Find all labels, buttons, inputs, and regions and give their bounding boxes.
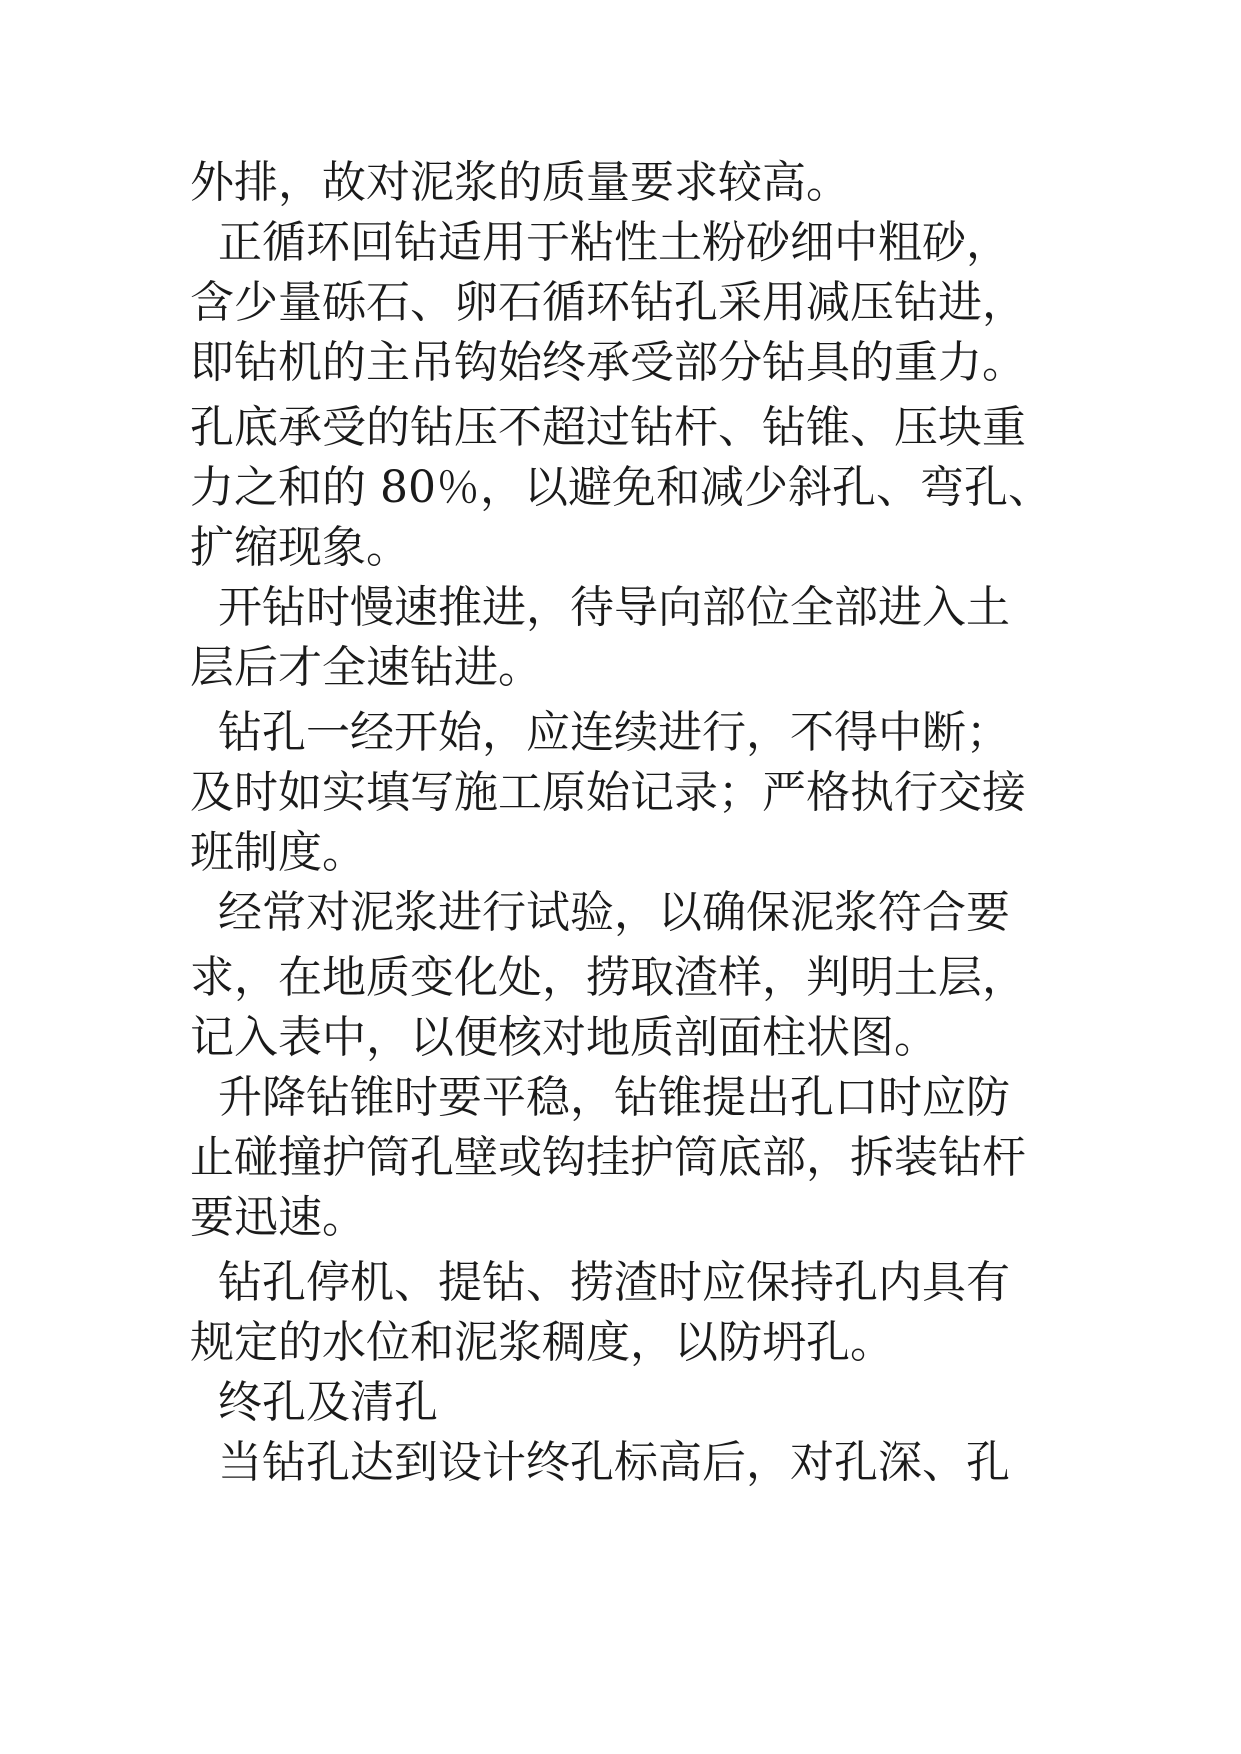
text-line: 层后才全速钻进。 <box>190 642 542 693</box>
text-line: 终孔及清孔 <box>190 1377 438 1428</box>
text-line: 升降钻锥时要平稳，钻锥提出孔口时应防 <box>190 1072 1010 1123</box>
text-line: 要迅速。 <box>190 1192 366 1243</box>
text-line: 班制度。 <box>190 827 366 878</box>
text-line: 含少量砾石、卵石循环钻孔采用减压钻进， <box>190 277 1026 328</box>
text-line: 开钻时慢速推进，待导向部位全部进入土 <box>190 582 1010 633</box>
text-line: 即钻机的主吊钩始终承受部分钻具的重力。 <box>190 337 1026 388</box>
text-line: 力之和的 80％，以避免和减少斜孔、弯孔、 <box>190 462 1052 513</box>
text-line: 经常对泥浆进行试验，以确保泥浆符合要 <box>190 887 1010 938</box>
text-line: 及时如实填写施工原始记录；严格执行交接 <box>190 767 1026 818</box>
text-line: 规定的水位和泥浆稠度，以防坍孔。 <box>190 1317 894 1368</box>
text-line: 止碰撞护筒孔壁或钩挂护筒底部，拆装钻杆 <box>190 1132 1026 1183</box>
text-line: 扩缩现象。 <box>190 522 410 573</box>
text-line: 正循环回钻适用于粘性土粉砂细中粗砂， <box>190 217 1010 268</box>
text-line: 当钻孔达到设计终孔标高后，对孔深、孔 <box>190 1437 1010 1488</box>
text-line: 钻孔一经开始，应连续进行，不得中断； <box>190 707 1010 758</box>
text-line: 记入表中，以便核对地质剖面柱状图。 <box>190 1012 938 1063</box>
text-line: 孔底承受的钻压不超过钻杆、钻锥、压块重 <box>190 402 1026 453</box>
text-line: 钻孔停机、提钻、捞渣时应保持孔内具有 <box>190 1257 1010 1308</box>
text-line: 求，在地质变化处，捞取渣样，判明土层， <box>190 952 1026 1003</box>
text-line: 外排，故对泥浆的质量要求较高。 <box>190 157 850 208</box>
